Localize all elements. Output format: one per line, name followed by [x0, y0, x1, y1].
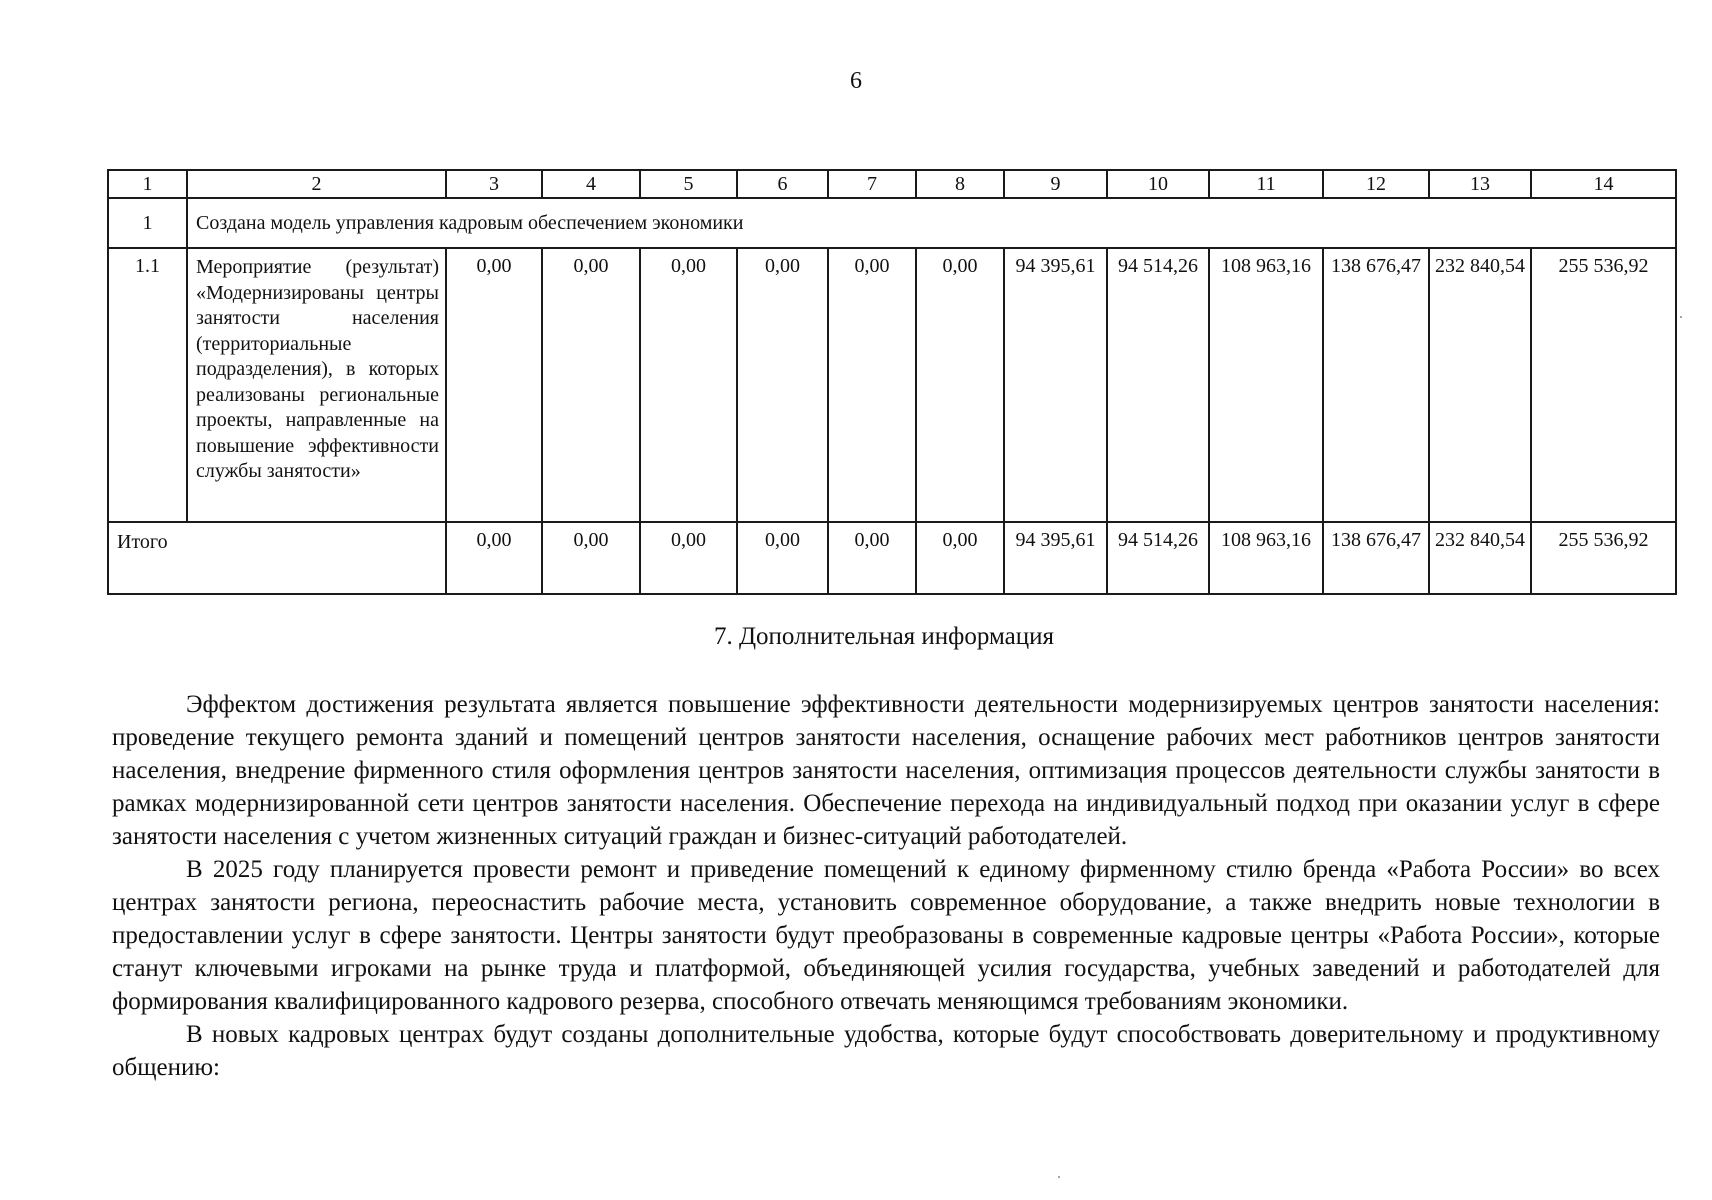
total-value-cell: 94 514,26: [1107, 522, 1209, 594]
column-number-cell: 3: [446, 170, 542, 198]
section-title: Создана модель управления кадровым обеспечением экономики: [187, 198, 1676, 248]
column-number-cell: 13: [1429, 170, 1531, 198]
column-number-cell: 11: [1209, 170, 1323, 198]
value-cell: 0,00: [446, 248, 542, 522]
total-value-cell: 0,00: [828, 522, 916, 594]
body-text: [112, 688, 1660, 1084]
total-value-cell: 0,00: [446, 522, 542, 594]
column-number-cell: 10: [1107, 170, 1209, 198]
section-number: 1: [108, 198, 187, 248]
activity-description: Мероприятие (результат) «Модернизированы центры занятости населения (территориальные подразделения), в которых реализованы региональные проекты, направленные на повышение эффективности службы занятости»: [187, 248, 446, 522]
table-total-row: [108, 522, 1676, 594]
table-activity-row: [108, 248, 1676, 522]
column-number-cell: 14: [1531, 170, 1676, 198]
paragraph: В 2025 году планируется провести ремонт и приведение помещений к единому фирменному стилю бренда «Работа России» во всех центрах занятости региона, переоснастить рабочие места, установить современное оборудование, а также внедрить новые технологии в предоставлении услуг в сфере занятости. Центры занятости будут преобразованы в современные кадровые центры «Работа России», которые станут ключевыми игроками на рынке труда и платформой, объединяющей усилия государства, учебных заведений и работодателей для формирования квалифицированного кадрового резерва, способного отвечать меняющимся требованиям экономики.: [112, 856, 1660, 1015]
column-number-cell: 1: [108, 170, 187, 198]
value-cell: 94 514,26: [1107, 248, 1209, 522]
total-value-cell: 0,00: [916, 522, 1004, 594]
value-cell: 94 395,61: [1004, 248, 1107, 522]
value-cell: 0,00: [542, 248, 640, 522]
value-cell: 0,00: [916, 248, 1004, 522]
total-value-cell: 0,00: [640, 522, 737, 594]
column-number-cell: 5: [640, 170, 737, 198]
scan-speck: [1058, 1176, 1060, 1178]
value-cell: 0,00: [737, 248, 828, 522]
column-number-cell: 4: [542, 170, 640, 198]
paragraph: В новых кадровых центрах будут созданы дополнительные удобства, которые будут способствовать доверительному и продуктивному общению:: [112, 1021, 1660, 1081]
total-value-cell: 108 963,16: [1209, 522, 1323, 594]
column-number-cell: 12: [1323, 170, 1429, 198]
section-heading: 7. Дополнительная информация: [713, 623, 1055, 650]
value-cell: 0,00: [640, 248, 737, 522]
table-section-row: [108, 198, 1676, 248]
total-value-cell: 255 536,92: [1531, 522, 1676, 594]
scan-speck: [1680, 316, 1682, 318]
value-cell: 138 676,47: [1323, 248, 1429, 522]
column-number-cell: 6: [737, 170, 828, 198]
total-value-cell: 0,00: [737, 522, 828, 594]
column-number-cell: 8: [916, 170, 1004, 198]
column-number-cell: 2: [187, 170, 446, 198]
column-number-cell: 7: [828, 170, 916, 198]
column-number-cell: 9: [1004, 170, 1107, 198]
activity-number: 1.1: [108, 248, 187, 522]
total-value-cell: 138 676,47: [1323, 522, 1429, 594]
table-header-row: [108, 170, 1676, 198]
value-cell: 232 840,54: [1429, 248, 1531, 522]
paragraph: Эффектом достижения результата является повышение эффективности деятельности модернизируемых центров занятости населения: проведение текущего ремонта зданий и помещений центров занятости населения, оснащение рабочих мест работников центров занятости населения, внедрение фирменного стиля оформления центров занятости населения, оптимизация процессов деятельности службы занятости в рамках модернизированной сети центров занятости населения. Обеспечение перехода на индивидуальный подход при оказании услуг в сфере занятости населения с учетом жизненных ситуаций граждан и бизнес-ситуаций работодателей.: [112, 691, 1660, 850]
value-cell: 0,00: [828, 248, 916, 522]
page-number: 6: [850, 68, 862, 94]
total-value-cell: 0,00: [542, 522, 640, 594]
total-label: Итого: [108, 522, 446, 594]
total-value-cell: 94 395,61: [1004, 522, 1107, 594]
total-value-cell: 232 840,54: [1429, 522, 1531, 594]
financing-table: [107, 169, 1677, 595]
value-cell: 108 963,16: [1209, 248, 1323, 522]
value-cell: 255 536,92: [1531, 248, 1676, 522]
